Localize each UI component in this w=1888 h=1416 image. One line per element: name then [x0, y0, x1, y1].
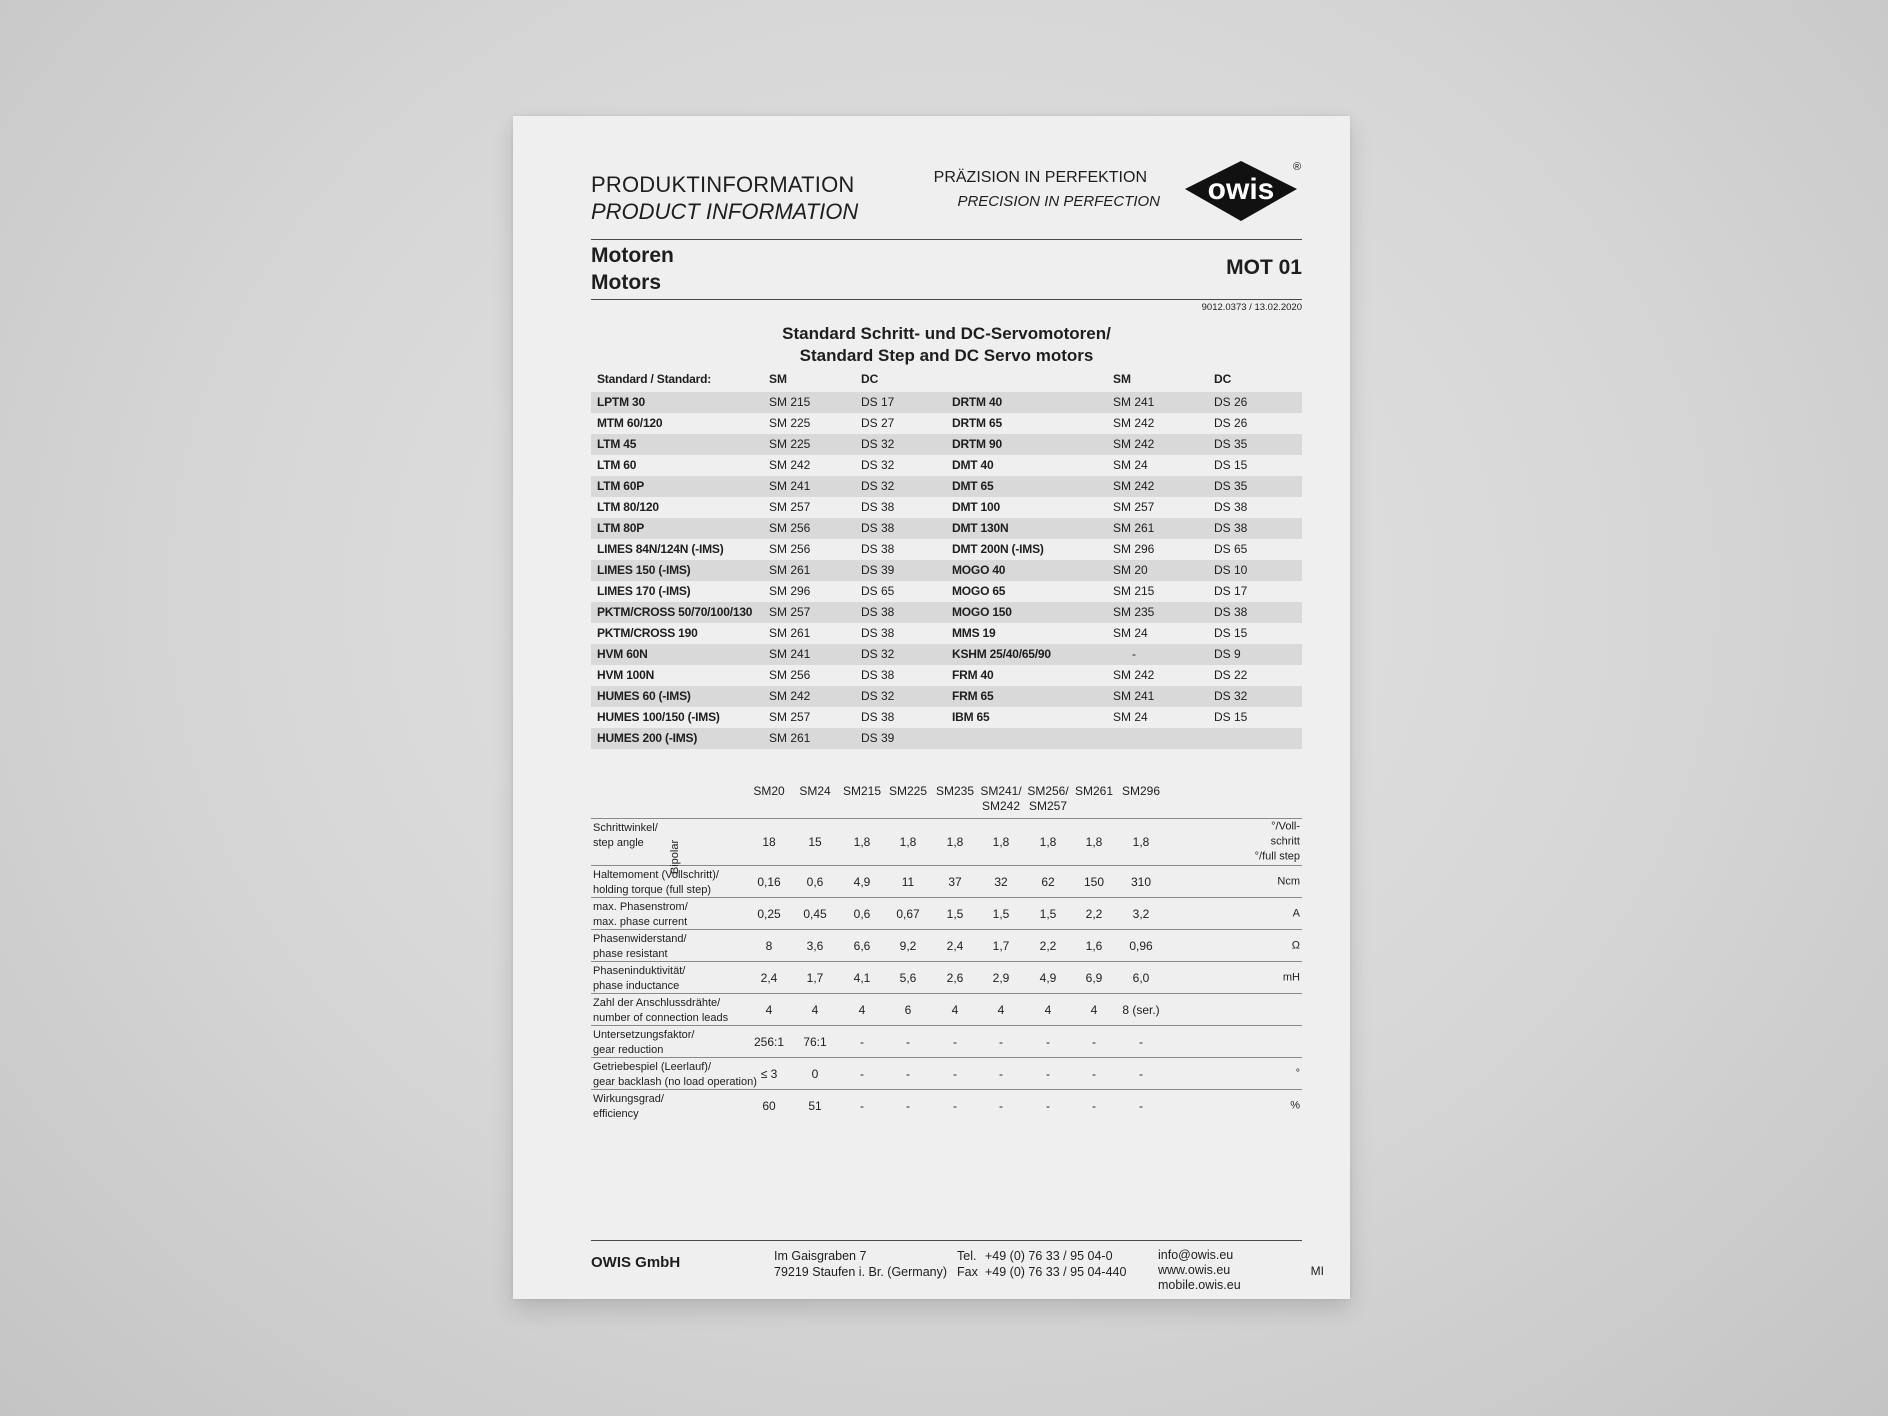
spec-value: -	[860, 1066, 864, 1081]
spec-row-label: max. Phasenstrom/ max. phase current	[593, 901, 688, 928]
cell-left-sm: SM 256	[769, 521, 811, 535]
cell-right-dc: DS 9	[1214, 647, 1241, 661]
cell-left-name: HUMES 100/150 (-IMS)	[597, 710, 720, 724]
spec-row-label: Phaseninduktivität/ phase inductance	[593, 965, 686, 992]
spec-value: 51	[808, 1098, 822, 1113]
footer-address: Im Gaisgraben 7 79219 Staufen i. Br. (Germany)	[774, 1249, 948, 1279]
spec-value: 3,6	[806, 938, 824, 953]
footer-contact-block	[1158, 1248, 1241, 1293]
model-header: SM24	[799, 784, 831, 798]
cell-right-name: FRM 65	[952, 689, 994, 703]
cell-right-name: FRM 40	[952, 668, 994, 682]
category-de: Motoren	[591, 244, 674, 267]
spec-value: 2,9	[992, 970, 1010, 985]
cell-right-name: MOGO 150	[952, 605, 1012, 619]
spec-value: -	[953, 1066, 957, 1081]
cell-left-name: LTM 80P	[597, 521, 645, 535]
cell-right-name: DRTM 40	[952, 395, 1002, 409]
document-number: 9012.0373 / 13.02.2020	[1201, 302, 1302, 313]
spec-value: 2,6	[946, 970, 964, 985]
tagline-en: PRECISION IN PERFECTION	[957, 193, 1160, 210]
spec-value: 4,9	[1039, 970, 1057, 985]
spec-table-header	[591, 780, 1302, 818]
product-info-sheet	[513, 116, 1350, 1299]
spec-value: 4,1	[853, 970, 871, 985]
spec-value: 9,2	[899, 938, 917, 953]
spec-value: 1,6	[1085, 938, 1103, 953]
cell-left-sm: SM 261	[769, 626, 811, 640]
header-sm: SM	[769, 372, 787, 386]
header-title-en: PRODUCT INFORMATION	[591, 199, 859, 224]
cell-left-name: MTM 60/120	[597, 416, 663, 430]
cell-right-dc: DS 38	[1214, 521, 1248, 535]
footer-web: www.owis.eu	[1158, 1263, 1231, 1277]
spec-row	[591, 1057, 1302, 1089]
spec-value: 1,7	[806, 970, 824, 985]
spec-value: 1,8	[1039, 835, 1057, 849]
model-header: SM235	[935, 784, 975, 798]
model-header: SM215	[842, 784, 882, 798]
spec-value: 4	[811, 1002, 819, 1017]
spec-value: -	[906, 1066, 910, 1081]
spec-value: 310	[1130, 874, 1152, 889]
spec-value: -	[999, 1066, 1003, 1081]
bipolar-label: Bipolar	[669, 839, 681, 875]
footer-mobile: mobile.owis.eu	[1158, 1278, 1241, 1292]
footer-fax-line	[957, 1264, 1126, 1280]
spec-value: 62	[1041, 874, 1055, 889]
cell-right-name: DMT 40	[952, 458, 994, 472]
cell-left-sm: SM 261	[769, 563, 811, 577]
footer-tel-line	[957, 1248, 1126, 1264]
header-title-de: PRODUKTINFORMATION	[591, 172, 855, 197]
cell-right-sm: SM 24	[1113, 458, 1148, 472]
spec-value: 15	[808, 835, 822, 849]
spec-row	[591, 897, 1302, 929]
cell-left-dc: DS 32	[861, 458, 895, 472]
spec-row	[591, 818, 1302, 865]
spec-row-label: Schrittwinkel/ step angle	[593, 822, 658, 849]
spec-value: 4,9	[853, 874, 871, 889]
cell-left-sm: SM 225	[769, 416, 811, 430]
spec-value: -	[1092, 1066, 1096, 1081]
category-rule	[591, 299, 1302, 300]
spec-value: 2,2	[1085, 906, 1103, 921]
cell-left-name: LIMES 150 (-IMS)	[597, 563, 691, 577]
cell-left-name: LIMES 84N/124N (-IMS)	[597, 542, 724, 556]
cell-left-dc: DS 38	[861, 605, 895, 619]
spec-value: -	[1092, 1098, 1096, 1113]
cell-left-name: LPTM 30	[597, 395, 645, 409]
spec-value: 0,6	[806, 874, 824, 889]
cell-right-name: DMT 130N	[952, 521, 1009, 535]
spec-value: 150	[1083, 874, 1105, 889]
cell-right-sm: SM 24	[1113, 710, 1148, 724]
footer-tel-label: Tel.	[957, 1249, 977, 1263]
spec-value: 18	[762, 835, 776, 849]
cell-left-dc: DS 32	[861, 479, 895, 493]
cell-right-sm: SM 242	[1113, 668, 1155, 682]
cell-right-dc: DS 35	[1214, 437, 1248, 451]
cell-right-name: MMS 19	[952, 626, 996, 640]
spec-value: 4	[997, 1002, 1005, 1017]
spec-value: 1,8	[899, 835, 917, 849]
spec-value: 11	[901, 874, 915, 889]
spec-value: -	[1046, 1034, 1050, 1049]
spec-value: 1,7	[992, 938, 1010, 953]
spec-value: 2,2	[1039, 938, 1057, 953]
table-row	[591, 455, 1302, 476]
cell-right-name: DRTM 90	[952, 437, 1002, 451]
footer-company: OWIS GmbH	[591, 1254, 681, 1271]
header-sm-2: SM	[1113, 372, 1131, 386]
spec-value: 6,6	[853, 938, 871, 953]
cell-left-dc: DS 32	[861, 647, 895, 661]
tagline-de: PRÄZISION IN PERFEKTION	[933, 169, 1147, 186]
spec-value: 4	[765, 1002, 773, 1017]
spec-value: 4	[951, 1002, 959, 1017]
spec-value: 6,9	[1085, 970, 1103, 985]
cell-left-sm: SM 257	[769, 605, 811, 619]
cell-right-sm: -	[1132, 647, 1136, 661]
spec-value: 8 (ser.)	[1122, 1002, 1160, 1017]
cell-right-sm: SM 242	[1113, 416, 1155, 430]
owis-logo	[1181, 157, 1305, 229]
document-code: MOT 01	[1226, 256, 1302, 279]
spec-value: 1,8	[1132, 835, 1150, 849]
table-row	[591, 665, 1302, 686]
spec-value: -	[1139, 1098, 1143, 1113]
spec-unit: mH	[1282, 971, 1300, 983]
section-title-line2: Standard Step and DC Servo motors	[799, 346, 1094, 365]
spec-value: 2,4	[760, 970, 778, 985]
spec-row	[591, 865, 1302, 897]
cell-right-dc: DS 15	[1214, 626, 1248, 640]
cell-left-name: HVM 100N	[597, 668, 655, 682]
cell-left-dc: DS 65	[861, 584, 895, 598]
spec-value: 256:1	[753, 1034, 785, 1049]
cell-right-dc: DS 17	[1214, 584, 1248, 598]
header-rule	[591, 239, 1302, 240]
spec-row	[591, 1089, 1302, 1121]
cell-right-dc: DS 15	[1214, 458, 1248, 472]
cell-left-sm: SM 256	[769, 542, 811, 556]
section-title	[591, 323, 1302, 367]
cell-right-dc: DS 26	[1214, 416, 1248, 430]
logo-registered: ®	[1292, 161, 1302, 173]
cell-left-sm: SM 241	[769, 479, 811, 493]
footer-code: MI	[1310, 1264, 1324, 1278]
table-row	[591, 728, 1302, 749]
model-header: SM20	[753, 784, 785, 798]
cell-right-sm: SM 215	[1113, 584, 1155, 598]
spec-value: 60	[762, 1098, 776, 1113]
spec-value: -	[953, 1098, 957, 1113]
table-row	[591, 560, 1302, 581]
spec-value: 1,5	[946, 906, 964, 921]
spec-unit: Ω	[1291, 939, 1300, 951]
cell-left-name: LTM 80/120	[597, 500, 659, 514]
cell-right-name: KSHM 25/40/65/90	[952, 647, 1051, 661]
cell-left-dc: DS 39	[861, 731, 895, 745]
spec-value: 4	[1090, 1002, 1098, 1017]
cell-right-name: DMT 65	[952, 479, 994, 493]
header-dc-2: DC	[1214, 372, 1232, 386]
cell-left-name: LTM 60	[597, 458, 637, 472]
spec-value: 0,67	[896, 906, 920, 921]
spec-value: 1,5	[1039, 906, 1057, 921]
standard-table-body	[591, 392, 1302, 749]
cell-right-dc: DS 38	[1214, 500, 1248, 514]
spec-value: -	[999, 1098, 1003, 1113]
cell-right-sm: SM 235	[1113, 605, 1155, 619]
spec-value: -	[860, 1098, 864, 1113]
cell-left-dc: DS 38	[861, 626, 895, 640]
spec-unit: %	[1290, 1099, 1300, 1111]
spec-value: 5,6	[899, 970, 917, 985]
table-row	[591, 476, 1302, 497]
cell-right-sm: SM 241	[1113, 395, 1155, 409]
logo-text: owis	[1207, 173, 1275, 206]
standard-table-header	[591, 369, 1302, 392]
cell-left-dc: DS 27	[861, 416, 895, 430]
spec-value: 0,16	[757, 874, 781, 889]
table-row	[591, 518, 1302, 539]
spec-unit: °	[1295, 1067, 1300, 1079]
cell-right-sm: SM 20	[1113, 563, 1148, 577]
cell-right-dc: DS 65	[1214, 542, 1248, 556]
section-title-line1: Standard Schritt- und DC-Servomotoren/	[782, 324, 1111, 343]
cell-left-dc: DS 38	[861, 521, 895, 535]
spec-value: 1,8	[946, 835, 964, 849]
spec-value: 1,8	[1085, 835, 1103, 849]
cell-left-name: LIMES 170 (-IMS)	[597, 584, 691, 598]
cell-right-name: DRTM 65	[952, 416, 1002, 430]
stepper-spec-table	[591, 780, 1302, 1121]
cell-left-dc: DS 38	[861, 710, 895, 724]
cell-right-sm: SM 241	[1113, 689, 1155, 703]
category-en: Motors	[591, 271, 661, 294]
spec-value: 0,45	[803, 906, 827, 921]
table-row	[591, 539, 1302, 560]
cell-right-sm: SM 296	[1113, 542, 1155, 556]
model-header: SM296	[1121, 784, 1161, 798]
cell-right-dc: DS 22	[1214, 668, 1248, 682]
spec-value: -	[1046, 1098, 1050, 1113]
table-row	[591, 644, 1302, 665]
spec-value: 1,5	[992, 906, 1010, 921]
cell-left-name: PKTM/CROSS 50/70/100/130	[597, 605, 753, 619]
table-row	[591, 392, 1302, 413]
cell-right-dc: DS 32	[1214, 689, 1248, 703]
spec-unit: A	[1292, 907, 1300, 919]
cell-right-sm: SM 257	[1113, 500, 1155, 514]
spec-row-label: Phasenwiderstand/ phase resistant	[593, 933, 687, 960]
table-row	[591, 413, 1302, 434]
spec-value: 0,25	[757, 906, 781, 921]
spec-value: 1,8	[992, 835, 1010, 849]
spec-row	[591, 993, 1302, 1025]
footer-rule	[591, 1240, 1302, 1241]
footer-fax: +49 (0) 76 33 / 95 04-440	[985, 1265, 1127, 1279]
cell-left-sm: SM 242	[769, 689, 811, 703]
header-dc: DC	[861, 372, 879, 386]
cell-right-dc: DS 26	[1214, 395, 1248, 409]
cell-right-sm: SM 242	[1113, 479, 1155, 493]
spec-value: ≤ 3	[760, 1066, 778, 1081]
spec-value: -	[906, 1034, 910, 1049]
cell-left-dc: DS 38	[861, 542, 895, 556]
cell-left-sm: SM 225	[769, 437, 811, 451]
cell-left-sm: SM 241	[769, 647, 811, 661]
spec-value: 0,96	[1129, 938, 1153, 953]
cell-left-sm: SM 257	[769, 710, 811, 724]
spec-row-label: Zahl der Anschlussdrähte/ number of connection leads	[593, 997, 729, 1024]
table-row	[591, 623, 1302, 644]
model-header: SM261	[1074, 784, 1114, 798]
spec-value: -	[906, 1098, 910, 1113]
spec-value: 37	[948, 874, 962, 889]
model-header: SM256/ SM257	[1027, 784, 1069, 813]
cell-left-name: PKTM/CROSS 190	[597, 626, 698, 640]
cell-right-dc: DS 38	[1214, 605, 1248, 619]
standard-motor-table	[591, 369, 1302, 749]
spec-row	[591, 1025, 1302, 1057]
spec-row	[591, 929, 1302, 961]
spec-row	[591, 961, 1302, 993]
table-row	[591, 497, 1302, 518]
table-row	[591, 686, 1302, 707]
cell-right-sm: SM 24	[1113, 626, 1148, 640]
header-standard: Standard / Standard:	[597, 372, 712, 386]
cell-right-dc: DS 15	[1214, 710, 1248, 724]
model-header: SM225	[888, 784, 928, 798]
spec-value: 1,8	[853, 835, 871, 849]
cell-left-sm: SM 256	[769, 668, 811, 682]
spec-value: 6	[904, 1002, 912, 1017]
cell-left-dc: DS 17	[861, 395, 895, 409]
cell-right-dc: DS 35	[1214, 479, 1248, 493]
spec-value: 0	[811, 1066, 819, 1081]
table-row	[591, 707, 1302, 728]
cell-left-sm: SM 215	[769, 395, 811, 409]
spec-value: -	[1046, 1066, 1050, 1081]
cell-right-name: IBM 65	[952, 710, 990, 724]
cell-right-dc: DS 10	[1214, 563, 1248, 577]
spec-value: 2,4	[946, 938, 964, 953]
cell-left-name: LTM 60P	[597, 479, 645, 493]
footer-email: info@owis.eu	[1158, 1248, 1234, 1262]
spec-value: -	[1139, 1066, 1143, 1081]
spec-unit: °/Voll- schritt °/full step	[1254, 820, 1300, 863]
spec-value: -	[1139, 1034, 1143, 1049]
spec-value: 0,6	[853, 906, 871, 921]
table-row	[591, 581, 1302, 602]
cell-right-name: DMT 100	[952, 500, 1000, 514]
footer-phone-block	[957, 1248, 1126, 1280]
footer-tel: +49 (0) 76 33 / 95 04-0	[985, 1249, 1113, 1263]
spec-table-body	[591, 818, 1302, 1121]
cell-right-name: MOGO 40	[952, 563, 1006, 577]
cell-right-name: MOGO 65	[952, 584, 1006, 598]
spec-value: 8	[765, 938, 773, 953]
spec-row-label: Haltemoment (Vollschritt)/ holding torque (full step)	[593, 869, 719, 896]
spec-value: 3,2	[1132, 906, 1150, 921]
spec-value: 4	[1044, 1002, 1052, 1017]
spec-unit: Ncm	[1277, 875, 1300, 887]
spec-value: -	[1092, 1034, 1096, 1049]
cell-left-name: HUMES 60 (-IMS)	[597, 689, 691, 703]
spec-value: 76:1	[803, 1034, 827, 1049]
cell-left-dc: DS 38	[861, 500, 895, 514]
cell-right-sm: SM 242	[1113, 437, 1155, 451]
footer-fax-label: Fax	[957, 1265, 978, 1279]
cell-left-name: HVM 60N	[597, 647, 648, 661]
cell-left-sm: SM 242	[769, 458, 811, 472]
cell-right-sm: SM 261	[1113, 521, 1155, 535]
cell-left-dc: DS 39	[861, 563, 895, 577]
spec-row-label: Getriebespiel (Leerlauf)/ gear backlash (no load operation)	[593, 1061, 757, 1088]
spec-value: -	[999, 1034, 1003, 1049]
spec-value: -	[860, 1034, 864, 1049]
table-row	[591, 434, 1302, 455]
cell-left-dc: DS 38	[861, 668, 895, 682]
spec-value: -	[953, 1034, 957, 1049]
cell-left-sm: SM 261	[769, 731, 811, 745]
cell-left-sm: SM 296	[769, 584, 811, 598]
model-header: SM241/ SM242	[980, 784, 1022, 813]
cell-left-name: LTM 45	[597, 437, 637, 451]
cell-left-dc: DS 32	[861, 437, 895, 451]
spec-row-label: Untersetzungsfaktor/ gear reduction	[593, 1029, 695, 1056]
spec-value: 6,0	[1132, 970, 1150, 985]
spec-value: 4	[858, 1002, 866, 1017]
spec-row-label: Wirkungsgrad/ efficiency	[593, 1093, 664, 1120]
cell-left-dc: DS 32	[861, 689, 895, 703]
table-row	[591, 602, 1302, 623]
cell-left-name: HUMES 200 (-IMS)	[597, 731, 698, 745]
cell-left-sm: SM 257	[769, 500, 811, 514]
spec-value: 32	[994, 874, 1008, 889]
cell-right-name: DMT 200N (-IMS)	[952, 542, 1044, 556]
